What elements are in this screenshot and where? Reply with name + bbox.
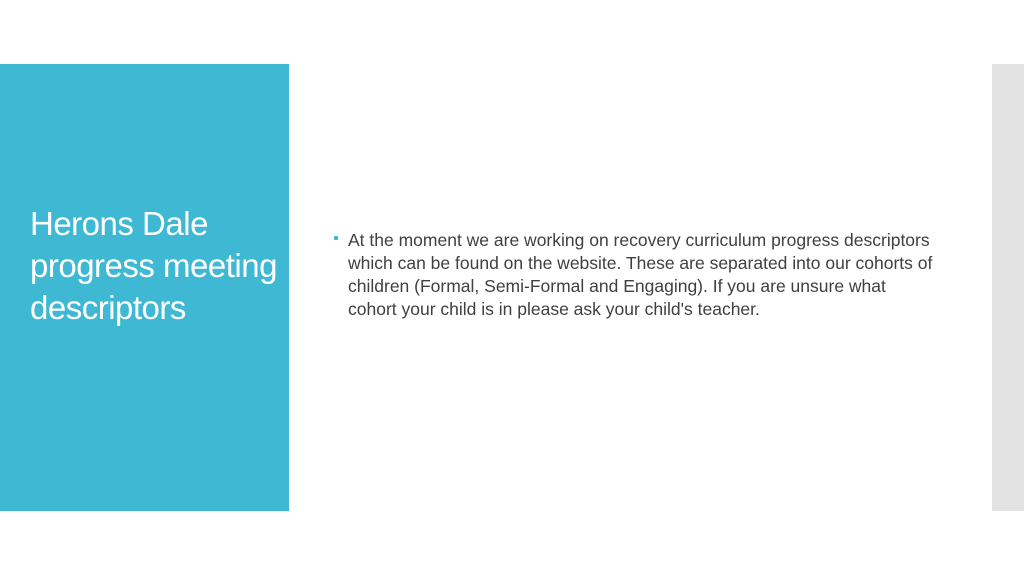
slide-title: Herons Dale progress meeting descriptors bbox=[30, 205, 277, 326]
bullet-text: At the moment we are working on recovery curriculum progress descriptors which can be found on the website. These are separated into our cohorts of children (Formal, Semi-Formal and Engaging). If you are unsure what cohort your child is in please ask your child's teacher. bbox=[348, 230, 933, 319]
slide-content bbox=[334, 229, 934, 321]
bullet-icon bbox=[334, 236, 338, 240]
right-decorative-bar bbox=[992, 64, 1024, 511]
